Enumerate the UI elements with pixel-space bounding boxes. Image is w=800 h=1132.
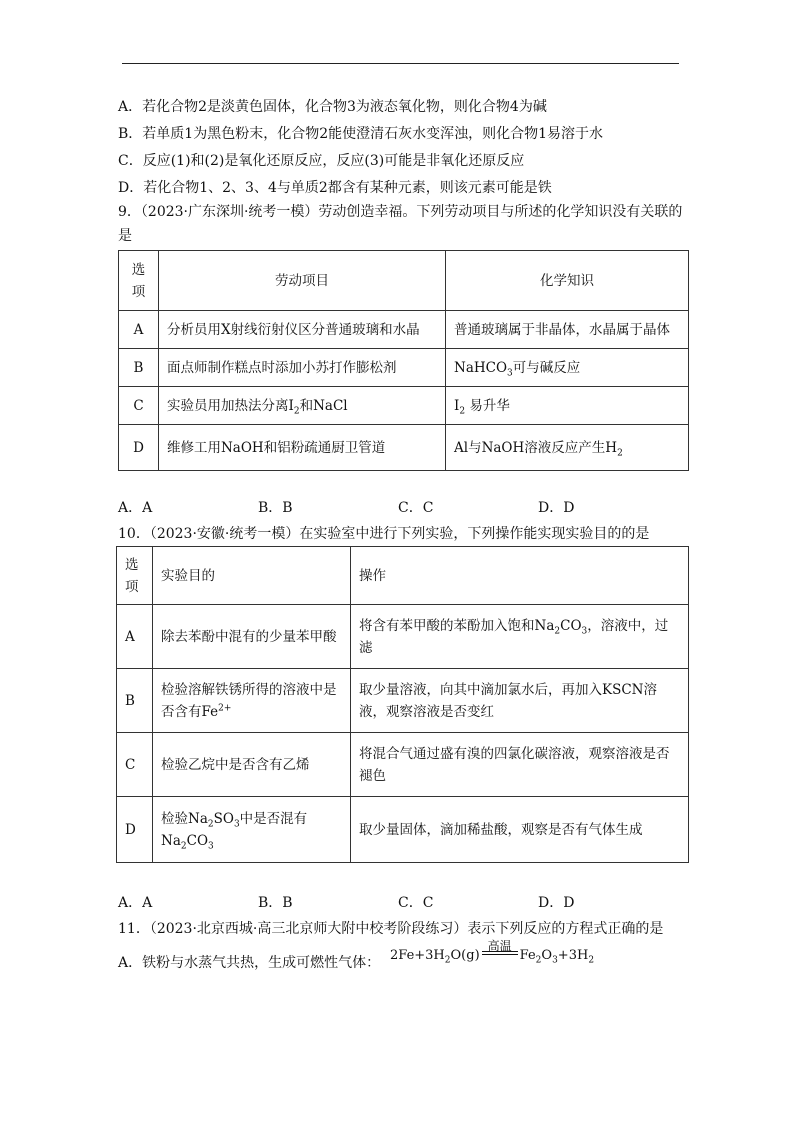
q9-table: [118, 250, 689, 471]
q9-row-c-knowledge: $I_2$ 易升华: [446, 387, 689, 425]
q10-row-c-option: C: [117, 733, 153, 797]
q10-row-b-purpose: 检验溶解铁锈所得的溶液中是否含有$Fe^{2+}$: [153, 669, 351, 733]
table-row: [119, 349, 689, 387]
q10-row-a-operation: 将含有苯甲酸的苯酚加入饱和$Na_2CO_3$，溶液中，过滤: [351, 605, 689, 669]
q9-row-b-item: 面点师制作糕点时添加小苏打作膨松剂: [159, 349, 446, 387]
q9-header-item: 劳动项目: [159, 251, 446, 311]
q10-choice-b: B．B: [258, 895, 293, 911]
q9-row-a-item: 分析员用X射线衍射仪区分普通玻璃和水晶: [159, 311, 446, 349]
formula: NaHCO: [454, 359, 508, 376]
table-row: [117, 733, 689, 797]
q9-header-row: [119, 251, 689, 311]
formula: Fe: [201, 703, 219, 720]
q10-header-operation: 操作: [351, 547, 689, 605]
q10-row-d-option: D: [117, 797, 153, 863]
formula: Na: [188, 810, 208, 827]
q9-choice-c: C．C: [398, 500, 434, 516]
q10-choice-d: D．D: [538, 895, 575, 911]
q9-header-option: 选项: [119, 251, 159, 311]
q10-row-b-option: B: [117, 669, 153, 733]
table-row: [119, 387, 689, 425]
q8-option-c: C．反应(1)和(2)是氧化还原反应，反应(3)可能是非氧化还原反应: [118, 153, 525, 169]
q8-option-d: D．若化合物1、2、3、4与单质2都含有某种元素，则该元素可能是铁: [118, 180, 552, 196]
formula: KSCN: [602, 681, 644, 698]
q10-table: [116, 546, 689, 863]
q10-row-d-operation: 取少量固体，滴加稀盐酸，观察是否有气体生成: [351, 797, 689, 863]
q10-header-row: [117, 547, 689, 605]
q9-row-d-option: D: [119, 425, 159, 471]
q10-row-b-operation: 取少量溶液，向其中滴加氯水后，再加入KSCN溶液，观察溶液是否变红: [351, 669, 689, 733]
q10-row-a-purpose: 除去苯酚中混有的少量苯甲酸: [153, 605, 351, 669]
formula: Na: [161, 832, 181, 849]
q9-choice-a: A．A: [118, 500, 153, 516]
q9-choice-d: D．D: [538, 500, 575, 516]
q9-stem: 9．（2023·广东深圳·统考一模）劳动创造幸福。下列劳动项目与所述的化学知识没有关联的是: [118, 204, 683, 244]
q9-row-d-knowledge: Al与NaOH溶液反应产生$H_2$: [446, 425, 689, 471]
q10-row-d-purpose: 检验$Na_2SO_3$中是否混有 $Na_2CO_3$: [153, 797, 351, 863]
q9-row-c-option: C: [119, 387, 159, 425]
q9-header-knowledge: 化学知识: [446, 251, 689, 311]
q11-equation: $2Fe+3H_2O(g)$ 高温 $Fe_2O_3+3H_2$: [390, 939, 595, 966]
q10-choice-a: A．A: [118, 895, 153, 911]
table-row: [117, 669, 689, 733]
q10-header-option: 选项: [117, 547, 153, 605]
header-rule: [122, 63, 679, 64]
q10-choice-c: C．C: [398, 895, 434, 911]
q10-row-c-purpose: 检验乙烷中是否含有乙烯: [153, 733, 351, 797]
q9-row-a-knowledge: 普通玻璃属于非晶体，水晶属于晶体: [446, 311, 689, 349]
q11-option-a-text: A．铁粉与水蒸气共热，生成可燃性气体：: [118, 955, 381, 971]
reaction-condition: 高温: [487, 939, 512, 953]
q11-stem: 11．（2023·北京西城·高三北京师大附中校考阶段练习）表示下列反应的方程式正确的是: [118, 921, 664, 937]
q9-row-b-option: B: [119, 349, 159, 387]
q9-row-c-item: 实验员用加热法分离$I_2$和NaCl: [159, 387, 446, 425]
q9-row-a-option: A: [119, 311, 159, 349]
table-row: [119, 311, 689, 349]
q9-row-d-item: 维修工用NaOH和铝粉疏通厨卫管道: [159, 425, 446, 471]
q9-choice-b: B．B: [258, 500, 293, 516]
q8-option-a: A．若化合物2是淡黄色固体，化合物3为液态氧化物，则化合物4为碱: [118, 99, 547, 115]
table-row: [117, 605, 689, 669]
formula: Na: [534, 617, 555, 634]
q8-option-b: B．若单质1为黑色粉末，化合物2能使澄清石灰水变浑浊，则化合物1易溶于水: [118, 126, 604, 142]
q10-header-purpose: 实验目的: [153, 547, 351, 605]
reaction-arrow-icon: [482, 939, 518, 959]
q9-row-b-knowledge: NaHCO$_3$可与碱反应: [446, 349, 689, 387]
table-row: [117, 797, 689, 863]
formula: I: [454, 397, 460, 414]
table-row: [119, 425, 689, 471]
q10-stem: 10．（2023·安徽·统考一模）在实验室中进行下列实验，下列操作能实现实验目的的是: [118, 526, 650, 542]
q10-row-c-operation: 将混合气通过盛有溴的四氯化碳溶液，观察溶液是否褪色: [351, 733, 689, 797]
formula: I: [288, 397, 294, 414]
q10-row-a-option: A: [117, 605, 153, 669]
formula: H: [605, 439, 618, 456]
